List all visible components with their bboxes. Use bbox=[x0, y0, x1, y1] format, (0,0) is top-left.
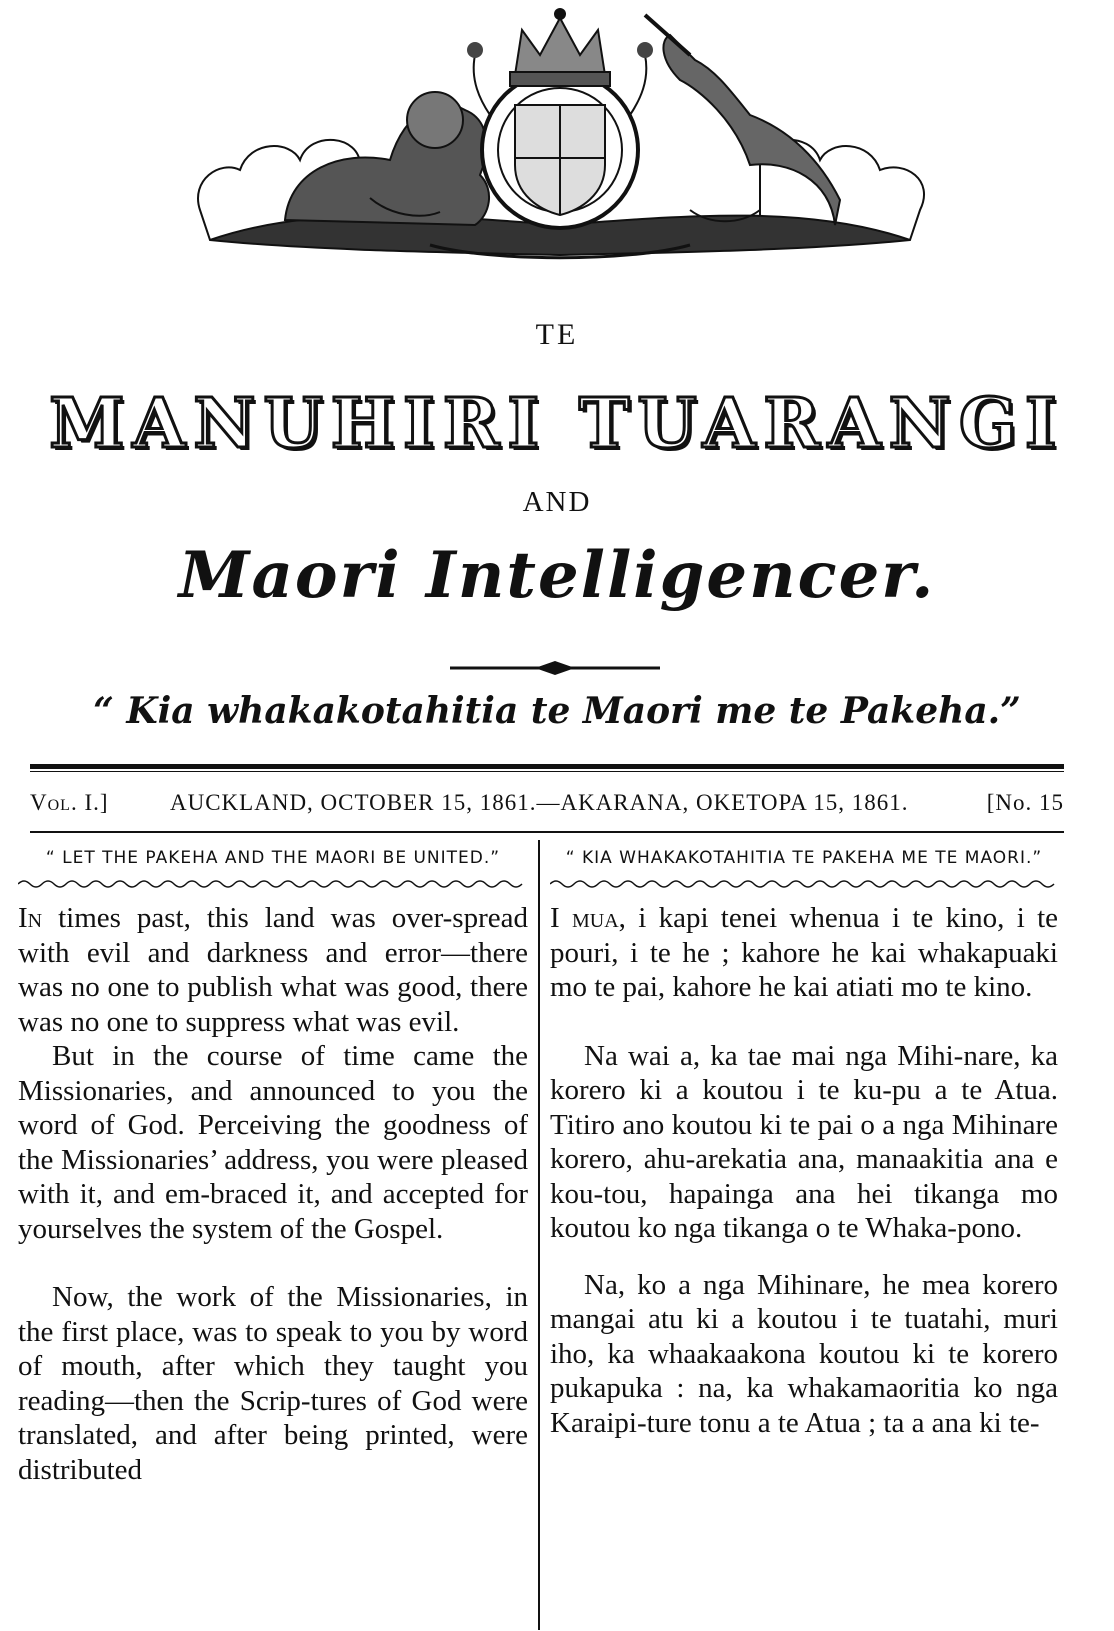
dateline: AUCKLAND, OCTOBER 15, 1861.—AKARANA, OKETOPA 15, 1861. bbox=[170, 790, 909, 815]
english-paragraph-1-text: times past, this land was over-spread with evil and darkness and error—there was no one to publish what was good, there was no one to suppress what was evil. bbox=[18, 902, 528, 1038]
masthead-motto: “ Kia whakakotahitia te Maori me te Pakeha.” bbox=[93, 690, 1021, 732]
maori-paragraph-1 bbox=[550, 901, 1058, 1005]
maori-paragraph-1-text: , i kapi tenei whenua i te kino, i te pouri, i te he ; kahore he kai whakapuaki mo te pai, kahore he kai atiati mo te kino. bbox=[550, 902, 1058, 1003]
english-paragraph-3: Now, the work of the Missionaries, in the first place, was to speak to you by word of mouth, after which they taught you reading—then the Scrip-tures of God were translated, and after being printed, were distributed bbox=[18, 1281, 528, 1486]
masthead-pre-title: TE bbox=[535, 318, 579, 351]
ornamental-divider-icon bbox=[450, 658, 660, 678]
column-divider bbox=[538, 840, 540, 1630]
english-column-heading: “ LET THE PAKEHA AND THE MAORI BE UNITED.” bbox=[45, 848, 501, 868]
wavy-rule-icon bbox=[550, 878, 1058, 890]
maori-column-heading: “ KIA WHAKAKOTAHITIA TE PAKEHA ME TE MAORI.” bbox=[565, 848, 1043, 868]
issue-rule bbox=[30, 831, 1064, 833]
royal-coat-of-arms-logo bbox=[190, 0, 930, 290]
english-paragraph-1 bbox=[18, 901, 528, 1039]
maori-paragraph-3: Na, ko a nga Mihinare, he mea korero mangai atu ki a koutou i te tuatahi, muri iho, ka whaakaakona koutou ki te korero pukapuka : na, ka whakamaoritia ko nga Karaipi-ture tonu a te Atua ; ta a ana ki te- bbox=[550, 1268, 1058, 1439]
english-paragraph-1-lead: In bbox=[18, 902, 43, 934]
maori-paragraph-2: Na wai a, ka tae mai nga Mihi-nare, ka korero ki a koutou i te ku-pu a te Atua. Titiro ano koutou ki te pai o a nga Mihinare korero, ahu-arekatia ana, manaakitia ana e kou-tou, hapainga ana hei tikanga mo koutou ko nga tikanga o te Whaka-pono. bbox=[550, 1039, 1058, 1244]
maori-column bbox=[550, 836, 1058, 1440]
header-rule-thin bbox=[30, 771, 1064, 772]
header-rule bbox=[30, 764, 1064, 769]
english-column bbox=[18, 836, 528, 1487]
english-paragraph-2: But in the course of time came the Missionaries, and announced to you the word of God. Perceiving the goodness of the Missionaries’ address, you were pleased with it, and em-braced it, and accepted for yourselves the system of the Gospel. bbox=[18, 1040, 528, 1245]
volume-label: Vol. I.] bbox=[30, 790, 109, 815]
masthead-conjunction: AND bbox=[522, 486, 592, 518]
masthead-subtitle: Maori Intelligencer. bbox=[178, 538, 936, 613]
issue-number: [No. 15 bbox=[986, 790, 1064, 815]
issue-line bbox=[30, 784, 1064, 824]
masthead-title: MANUHIRI TUARANGI bbox=[49, 384, 1065, 464]
maori-paragraph-1-lead: I mua bbox=[550, 902, 619, 934]
wavy-rule-icon bbox=[18, 878, 528, 890]
